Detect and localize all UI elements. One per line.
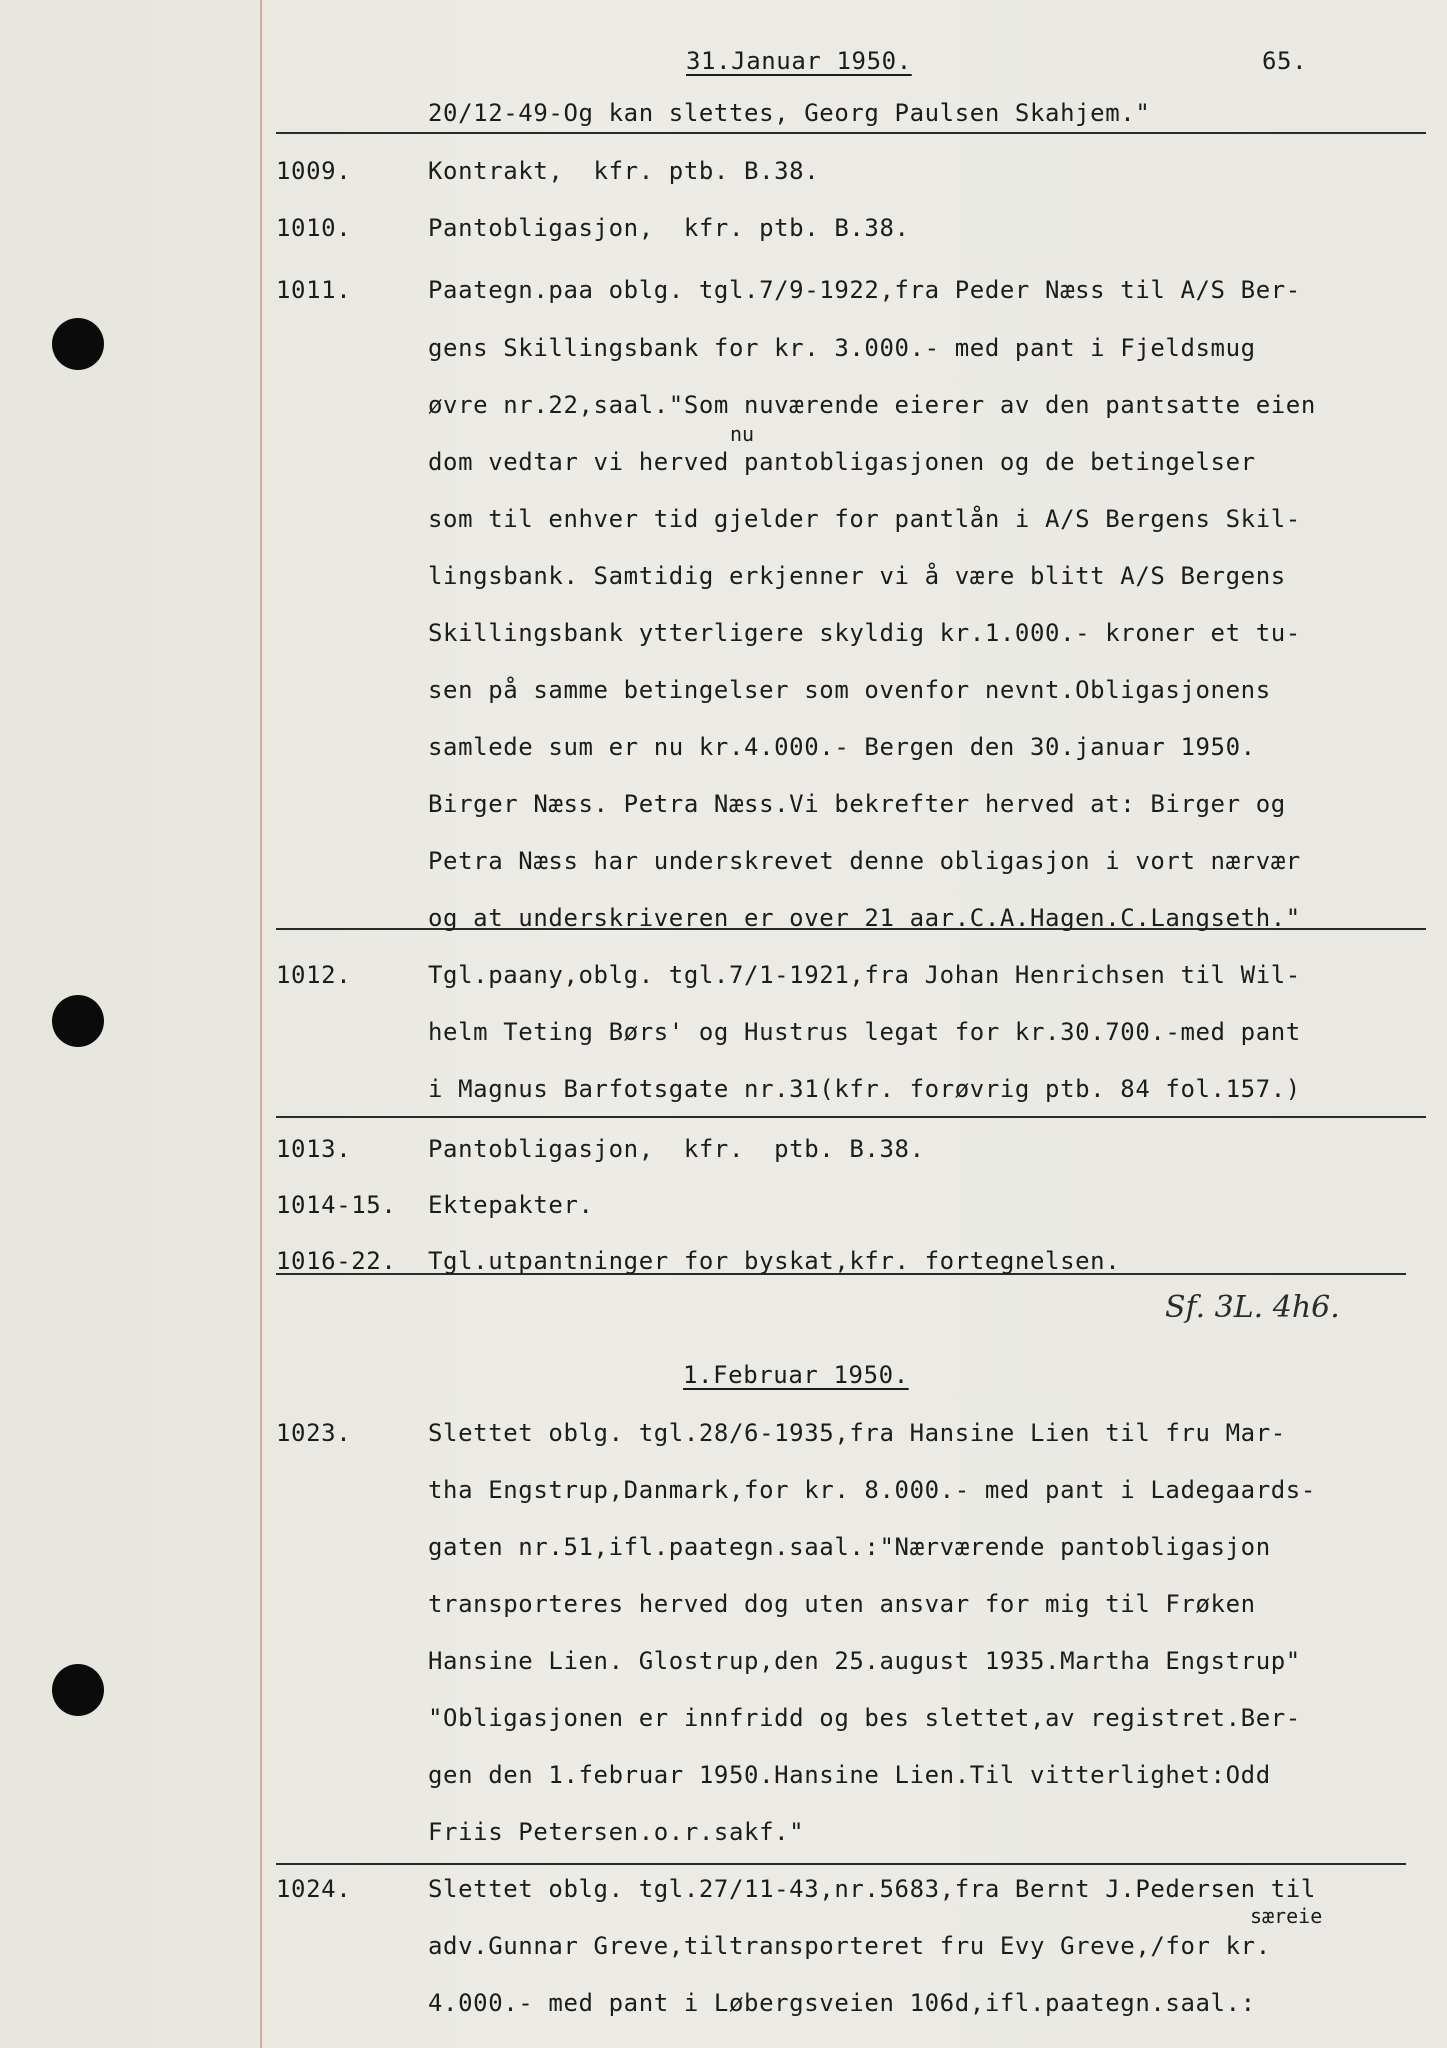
entry-line: gens Skillingsbank for kr. 3.000.- med pant i Fjeldsmug [428,334,1256,362]
entry-line: Slettet oblg. tgl.28/6-1935,fra Hansine Lien til fru Mar- [428,1419,1286,1447]
entry-line: 4.000.- med pant i Løbergsveien 106d,ifl.paategn.saal.: [428,1989,1256,2017]
entry-line: Hansine Lien. Glostrup,den 25.august 1935.Martha Engstrup" [428,1647,1301,1675]
insertion-mark: nu [730,422,755,446]
entry-line: 20/12-49-Og kan slettes, Georg Paulsen Skahjem." [428,99,1151,127]
rule [276,132,1426,134]
entry-line: Slettet oblg. tgl.27/11-43,nr.5683,fra Bernt J.Pedersen til [428,1875,1316,1903]
entry-line: Tgl.utpantninger for byskat,kfr. fortegnelsen. [428,1247,1121,1275]
date-heading-1: 31.Januar 1950. [686,47,912,75]
entry-number: 1024. [276,1875,352,1903]
entry-line: og at underskriveren er over 21 aar.C.A.Hagen.C.Langseth." [428,904,1301,932]
entry-line: "Obligasjonen er innfridd og bes slettet,av registret.Ber- [428,1704,1301,1732]
entry-line: Ektepakter. [428,1191,594,1219]
entry-line: adv.Gunnar Greve,tiltransporteret fru Evy Greve,/for kr. [428,1932,1271,1960]
entry-number: 1013. [276,1135,352,1163]
entry-line: transporteres herved dog uten ansvar for mig til Frøken [428,1590,1256,1618]
entry-line: tha Engstrup,Danmark,for kr. 8.000.- med pant i Ladegaards- [428,1476,1316,1504]
punch-hole-middle [52,995,104,1047]
rule [276,1863,1406,1865]
entry-line: sen på samme betingelser som ovenfor nevnt.Obligasjonens [428,676,1271,704]
entry-line: Friis Petersen.o.r.sakf." [428,1818,805,1846]
entry-line: som til enhver tid gjelder for pantlån i A/S Bergens Skil- [428,505,1301,533]
entry-line: Skillingsbank ytterligere skyldig kr.1.000.- kroner et tu- [428,619,1301,647]
margin-line [260,0,262,2048]
entry-line: øvre nr.22,saal."Som nuværende eierer av den pantsatte eien [428,391,1316,419]
entry-line: helm Teting Børs' og Hustrus legat for kr.30.700.-med pant [428,1018,1301,1046]
entry-line: lingsbank. Samtidig erkjenner vi å være blitt A/S Bergens [428,562,1286,590]
entry-line: Pantobligasjon, kfr. ptb. B.38. [428,214,910,242]
entry-line: Tgl.paany,oblg. tgl.7/1-1921,fra Johan Henrichsen til Wil- [428,961,1301,989]
signature-initials: Sf. 3L. 4h6. [1165,1290,1340,1325]
entry-line: Paategn.paa oblg. tgl.7/9-1922,fra Peder Næss til A/S Ber- [428,276,1301,304]
entry-number: 1010. [276,214,352,242]
entry-line: samlede sum er nu kr.4.000.- Bergen den 30.januar 1950. [428,733,1256,761]
page-number: 65. [1262,47,1308,75]
entry-line: Birger Næss. Petra Næss.Vi bekrefter herved at: Birger og [428,790,1286,818]
entry-number: 1023. [276,1419,352,1447]
entry-number: 1012. [276,961,352,989]
rule [276,1116,1426,1118]
entry-number: 1011. [276,276,352,304]
insertion-mark: særeie [1250,1904,1323,1928]
entry-line: dom vedtar vi herved pantobligasjonen og de betingelser [428,448,1256,476]
punch-hole-top [52,318,104,370]
entry-number: 1014-15. [276,1191,397,1219]
entry-line: gen den 1.februar 1950.Hansine Lien.Til vitterlighet:Odd [428,1761,1271,1789]
entry-line: Petra Næss har underskrevet denne obligasjon i vort nærvær [428,847,1301,875]
entry-line: Pantobligasjon, kfr. ptb. B.38. [428,1135,925,1163]
date-heading-2: 1.Februar 1950. [683,1361,909,1389]
entry-number: 1016-22. [276,1247,397,1275]
entry-number: 1009. [276,157,352,185]
punch-hole-bottom [52,1664,104,1716]
entry-line: Kontrakt, kfr. ptb. B.38. [428,157,820,185]
entry-line: gaten nr.51,ifl.paategn.saal.:"Nærværende pantobligasjon [428,1533,1271,1561]
entry-line: i Magnus Barfotsgate nr.31(kfr. forøvrig ptb. 84 fol.157.) [428,1075,1301,1103]
